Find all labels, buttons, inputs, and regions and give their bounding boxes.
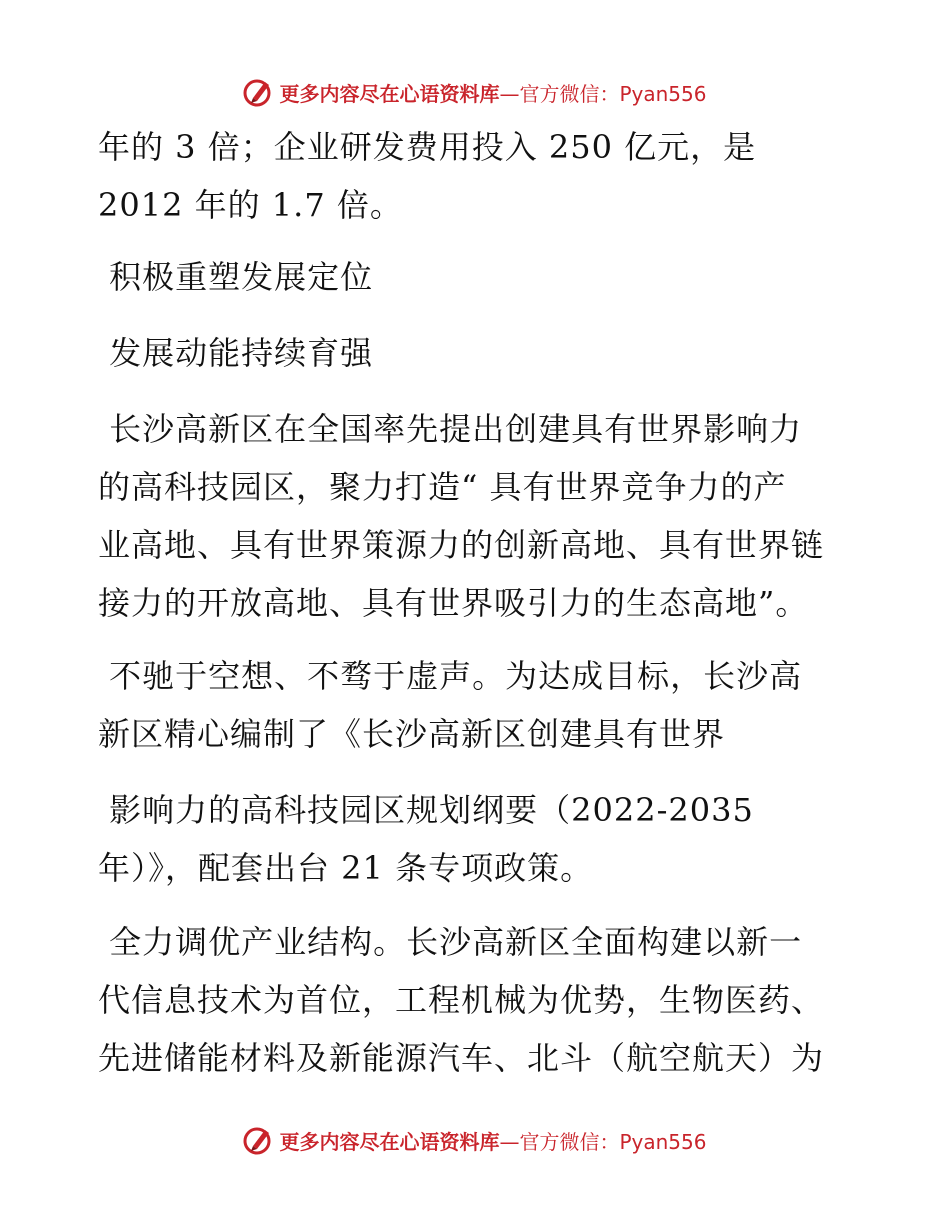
footer-brand-text: 更多内容尽在心语资料库 <box>279 1129 500 1154</box>
header-brand-text: 更多内容尽在心语资料库 <box>279 81 500 106</box>
header-banner <box>0 72 950 112</box>
text-line: 全力调优产业结构。长沙高新区全面构建以新一 <box>98 923 803 961</box>
text-line: 新区精心编制了《长沙高新区创建具有世界 <box>98 715 726 753</box>
text-line: 影响力的高科技园区规划纲要（2022-2035 <box>98 791 754 829</box>
text-line: 的高科技园区，聚力打造“ 具有世界竞争力的产 <box>98 468 787 506</box>
text-line: 年的 3 倍；企业研发费用投入 250 亿元，是 <box>98 128 757 166</box>
footer-contact-text: —官方微信：Pyan556 <box>499 1129 707 1154</box>
text-line: 业高地、具有世界策源力的创新高地、具有世界链 <box>98 526 825 564</box>
text-line: 长沙高新区在全国率先提出创建具有世界影响力 <box>98 410 803 448</box>
text-line: 先进储能材料及新能源汽车、北斗（航空航天）为 <box>98 1039 825 1077</box>
section-heading: 积极重塑发展定位 <box>98 258 374 296</box>
text-line: 代信息技术为首位，工程机械为优势，生物医药、 <box>98 981 825 1019</box>
footer-banner <box>0 1120 950 1160</box>
text-line: 2012 年的 1.7 倍。 <box>98 186 403 224</box>
section-heading: 发展动能持续育强 <box>98 334 374 372</box>
text-line: 年）》，配套出台 21 条专项政策。 <box>98 849 594 887</box>
header-contact-text: —官方微信：Pyan556 <box>499 81 707 106</box>
text-line: 不驰于空想、不骛于虚声。为达成目标，长沙高 <box>98 657 803 695</box>
text-line: 接力的开放高地、具有世界吸引力的生态高地”。 <box>98 584 809 622</box>
pen-logo-icon <box>243 1124 275 1156</box>
pen-logo-icon <box>243 76 275 108</box>
